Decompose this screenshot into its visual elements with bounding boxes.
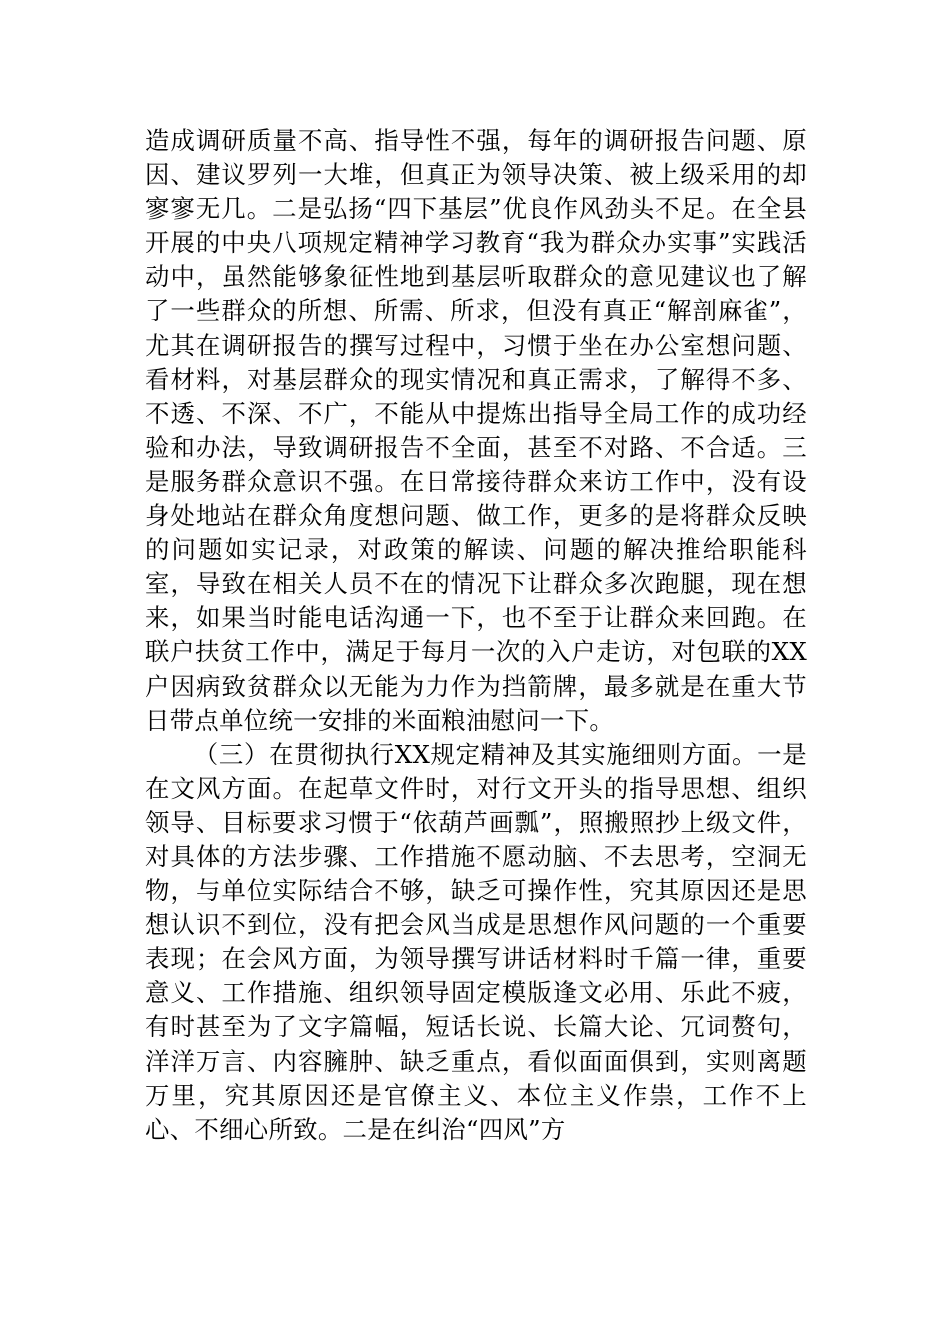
paragraph-section-three: （三）在贯彻执行XX规定精神及其实施细则方面。一是在文风方面。在起草文件时，对行文开头的指导思想、组织领导、目标要求习惯于“依葫芦画瓢”，照搬照抄上级文件，对具体的方法步骤、工作措施不愿动脑、不去思考，空洞无物，与单位实际结合不够，缺乏可操作性，究其原因还是思想认识不到位，没有把会风当成是思想作风问题的一个重要表现；在会风方面，为领导撰写讲话材料时千篇一律，重要意义、工作措施、组织领导固定模版逢文必用、乐此不疲，有时甚至为了文字篇幅，短话长说、长篇大论、冗词赘句，洋洋万言、内容臃肿、缺乏重点，看似面面俱到，实则离题万里，究其原因还是官僚主义、本位主义作祟，工作不上心、不细心所致。二是在纠治“四风”方	[145, 739, 807, 1144]
document-body	[145, 124, 807, 1147]
paragraph-continued: 造成调研质量不高、指导性不强，每年的调研报告问题、原因、建议罗列一大堆，但真正为领导决策、被上级采用的却寥寥无几。二是弘扬“四下基层”优良作风劲头不足。在全县开展的中央八项规定精神学习教育“我为群众办实事”实践活动中，虽然能够象征性地到基层听取群众的意见建议也了解了一些群众的所想、所需、所求，但没有真正“解剖麻雀”，尤其在调研报告的撰写过程中，习惯于坐在办公室想问题、看材料，对基层群众的现实情况和真正需求，了解得不多、不透、不深、不广，不能从中提炼出指导全局工作的成功经验和办法，导致调研报告不全面，甚至不对路、不合适。三是服务群众意识不强。在日常接待群众来访工作中，没有设身处地站在群众角度想问题、做工作，更多的是将群众反映的问题如实记录，对政策的解读、问题的解决推给职能科室，导致在相关人员不在的情况下让群众多次跑腿，现在想来，如果当时能电话沟通一下，也不至于让群众来回跑。在联户扶贫工作中，满足于每月一次的入户走访，对包联的XX户因病致贫群众以无能为力作为挡箭牌，最多就是在重大节日带点单位统一安排的米面粮油慰问一下。	[145, 126, 807, 735]
